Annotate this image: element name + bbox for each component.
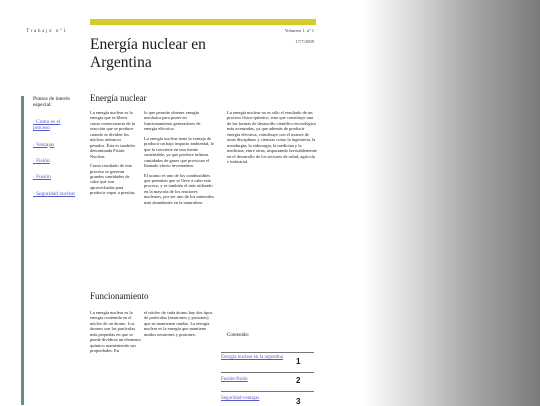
sidebar-item-proceso	[33, 119, 77, 132]
sidebar-link-ventajas[interactable]: · Ventajas	[33, 141, 55, 148]
paragraph: La energía nuclear no es sólo el resultado de un proceso físico-químico, sino que constituye una de las formas de desarrollo científico-tecnológico más avanzadas, ya que además de producir energía eléctrica, contribuye con el avance de otras disciplinas y ciencias como la ingeniería, la metalurgia, la siderurgia, la medicina y la medicina, entre otras, impactando favorablemente en el desarrollo de los sectores de salud, agrícola e industrial.	[227, 110, 317, 165]
sidebar	[33, 96, 77, 207]
sidebar-item-seguridad	[33, 191, 77, 197]
paragraph: La energía nuclear es la energía que se libera como consecuencia de la reacción que se produce cuando se dividen los núcleos atómicos pesados. Ésta es también denominada Fisión Nuclear.	[90, 110, 135, 159]
toc-divider	[221, 391, 314, 392]
sidebar-heading: Puntos de interés especial:	[33, 96, 70, 109]
paragraph: el núcleo de cada átomo hay dos tipos de partículas (neutrones y protones) que se mantienen unidas. La energía nuclear es la energía que mantiene unidos neutrones y protones.	[144, 310, 213, 337]
toc-link-seguridad-ventajas[interactable]: Seguridad-ventajas	[221, 396, 260, 401]
sidebar-item-ventajas	[33, 142, 77, 148]
article-column-3	[227, 110, 317, 169]
page-title: Energía nuclear en Argentina	[90, 36, 206, 71]
sidebar-list	[33, 119, 77, 197]
article-column-1	[90, 110, 136, 200]
volume-info: Volumen 1, nº 1	[284, 28, 314, 33]
title-accent-bar	[90, 19, 316, 25]
paragraph: La energía nuclear tiene la ventaja de producir un bajo impacto ambiental, lo que la convierte en una fuente sustentable, ya que produce ínfimas cantidades de gases que provocan el llamado efecto invernadero.	[144, 135, 214, 169]
toc-number: 3	[296, 397, 301, 406]
toc-link-energia-nuclear[interactable]: Energía nuclear en la argentina	[221, 355, 284, 360]
funcionamiento-column-1	[90, 310, 142, 358]
sidebar-item-fision	[33, 158, 77, 164]
section-title-funcionamiento: Funcionamiento	[90, 291, 149, 301]
section-title-energia-nuclear: Energía nuclear	[90, 93, 147, 103]
toc-divider	[221, 372, 314, 373]
funcionamiento-column-2	[144, 310, 214, 341]
issue-date: 17/7/2009	[295, 39, 314, 44]
sidebar-link-fusion[interactable]: · Fusión	[33, 174, 51, 181]
sidebar-link-proceso[interactable]: · Como es el proceso	[33, 118, 61, 132]
toc-link-fusion-fision[interactable]: Fusión-fisión	[221, 377, 248, 382]
toc-title: Contenido:	[227, 333, 250, 338]
paragraph: lo que permite obtener energía mecánica para poner en funcionamiento generadores de energía eléctrica.	[144, 110, 201, 132]
sidebar-link-fision[interactable]: · Fisión	[33, 158, 50, 165]
issue-label: Trabajo nº1	[26, 28, 68, 34]
sidebar-rule	[21, 96, 24, 405]
paragraph: El uranio es uno de los combustibles que permiten que se lleve a cabo este proceso, y es también el más utilizado en la mayoría de los reactores nucleares, por ser uno de los minerales más abundantes en la naturaleza.	[144, 172, 214, 205]
toc-divider	[221, 352, 314, 353]
paragraph: Como resultado de este proceso se generan grandes cantidades de calor que son aprovechadas para producir vapor a presión,	[90, 163, 136, 196]
toc-number: 2	[296, 376, 301, 385]
article-column-2	[144, 110, 214, 209]
paragraph: La energía nuclear es la energía contenida en el núcleo de un átomo. Los átomos son las partículas más pequeñas en que se puede dividirse un elemento químico manteniendo sus propiedades. En	[90, 310, 141, 354]
toc-number: 1	[296, 357, 301, 366]
sidebar-item-fusion	[33, 174, 77, 180]
sidebar-link-seguridad[interactable]: · Seguridad nuclear	[33, 190, 76, 197]
